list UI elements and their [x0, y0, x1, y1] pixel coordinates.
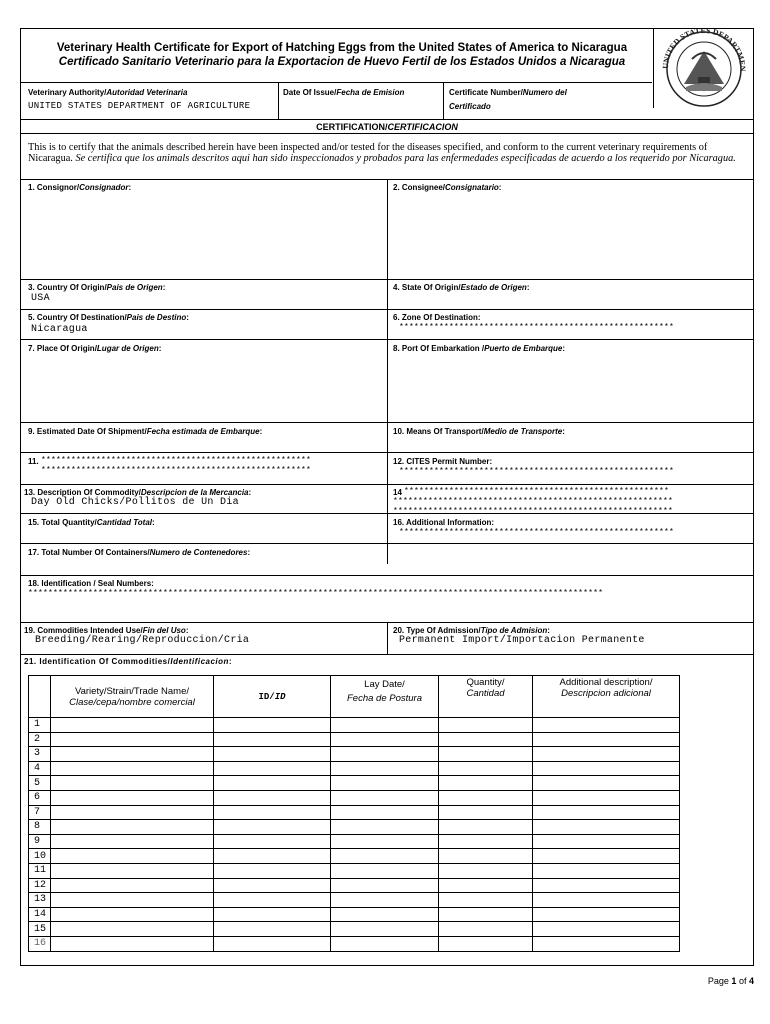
cell-id[interactable]	[214, 907, 331, 922]
row-number: 15	[29, 922, 51, 937]
field-11-value-2[interactable]: ******************************************************	[41, 466, 312, 475]
row-number: 6	[29, 790, 51, 805]
table-row	[29, 936, 680, 951]
cell-lay-date[interactable]	[331, 834, 439, 849]
col-id-header: ID/ID	[214, 676, 331, 718]
table-row	[29, 718, 680, 733]
table-row	[29, 893, 680, 908]
field-14-value-2[interactable]: ********************************************************	[393, 497, 674, 506]
table-row	[29, 747, 680, 762]
cell-variety[interactable]	[51, 820, 214, 835]
field-21-label: 21. Identification Of Commodities/Identificacion:	[24, 657, 233, 666]
cell-variety[interactable]	[51, 747, 214, 762]
cell-quantity[interactable]	[439, 936, 533, 951]
cell-quantity[interactable]	[439, 805, 533, 820]
col-additional-header: Additional description/ Descripcion adicional	[533, 676, 680, 718]
cell-id[interactable]	[214, 732, 331, 747]
cell-id[interactable]	[214, 863, 331, 878]
field-9-label: 9. Estimated Date Of Shipment/Fecha estimada de Embarque:	[28, 427, 263, 436]
cell-quantity[interactable]	[439, 922, 533, 937]
cell-quantity[interactable]	[439, 893, 533, 908]
cell-quantity[interactable]	[439, 790, 533, 805]
row-number: 5	[29, 776, 51, 791]
cell-additional[interactable]	[533, 849, 680, 864]
cell-lay-date[interactable]	[331, 718, 439, 733]
cell-quantity[interactable]	[439, 907, 533, 922]
field-6-label: 6. Zone Of Destination:	[393, 313, 481, 322]
authority-value[interactable]: UNITED STATES DEPARTMENT OF AGRICULTURE	[28, 101, 251, 111]
field-3-label: 3. Country Of Origin/Pais de Origen:	[28, 283, 166, 292]
cell-lay-date[interactable]	[331, 776, 439, 791]
cell-additional[interactable]	[533, 863, 680, 878]
row-number: 8	[29, 820, 51, 835]
date-of-issue-label: Date Of Issue/Fecha de Emision	[283, 88, 405, 97]
cell-quantity[interactable]	[439, 863, 533, 878]
cell-id[interactable]	[214, 820, 331, 835]
certificate-number-label-2: Certificado	[449, 102, 491, 111]
cell-lay-date[interactable]	[331, 922, 439, 937]
cell-id[interactable]	[214, 922, 331, 937]
cell-additional[interactable]	[533, 936, 680, 951]
country-of-origin-value[interactable]: USA	[31, 293, 50, 304]
cell-quantity[interactable]	[439, 878, 533, 893]
field-8-label: 8. Port Of Embarkation /Puerto de Embarque:	[393, 344, 566, 353]
col-quantity-header: Quantity/ Cantidad	[439, 676, 533, 718]
table-row	[29, 834, 680, 849]
intended-use-value[interactable]: Breeding/Rearing/Reproduccion/Cria	[35, 635, 250, 646]
row-number: 12	[29, 878, 51, 893]
field-4-label: 4. State Of Origin/Estado de Origen:	[393, 283, 530, 292]
cell-lay-date[interactable]	[331, 732, 439, 747]
cell-variety[interactable]	[51, 878, 214, 893]
title-english: Veterinary Health Certificate for Export of Hatching Eggs from the United States of America to Nicaragua	[56, 42, 628, 54]
field-17-label: 17. Total Number Of Containers/Numero de Contenedores:	[28, 548, 251, 557]
seal-text: UNITED STATES DEPARTMEN	[660, 29, 748, 72]
field-2-label: 2. Consignee/Consignatario:	[393, 183, 502, 192]
cell-additional[interactable]	[533, 747, 680, 762]
cell-quantity[interactable]	[439, 834, 533, 849]
cell-lay-date[interactable]	[331, 907, 439, 922]
cell-additional[interactable]	[533, 790, 680, 805]
cell-additional[interactable]	[533, 820, 680, 835]
field-13-label: 13. Description Of Commodity/Descripcion de la Mercancia:	[24, 488, 252, 497]
cell-lay-date[interactable]	[331, 936, 439, 951]
cell-variety[interactable]	[51, 936, 214, 951]
cell-id[interactable]	[214, 893, 331, 908]
table-row	[29, 922, 680, 937]
cell-variety[interactable]	[51, 732, 214, 747]
row-number: 2	[29, 732, 51, 747]
cell-lay-date[interactable]	[331, 790, 439, 805]
cell-id[interactable]	[214, 805, 331, 820]
cell-variety[interactable]	[51, 790, 214, 805]
cell-quantity[interactable]	[439, 761, 533, 776]
seal-numbers-value[interactable]: *******************************************************************************************************************	[28, 589, 604, 598]
cell-lay-date[interactable]	[331, 747, 439, 762]
cell-lay-date[interactable]	[331, 805, 439, 820]
certification-text: This is to certify that the animals described herein have been inspected and/or tested for the diseases specified, and conform to the current veterinary requirements of Nicaragua. Se certifica que los animals descritos aqui han sido inspeccionados y probados para las enfermedades especificadas de acuerdo a los requerido por Nicaragua.	[28, 142, 736, 164]
cell-lay-date[interactable]	[331, 863, 439, 878]
field-1-label: 1. Consignor/Consignador:	[28, 183, 132, 192]
cell-additional[interactable]	[533, 907, 680, 922]
field-18-label: 18. Identification / Seal Numbers:	[28, 579, 154, 588]
cell-lay-date[interactable]	[331, 820, 439, 835]
cell-variety[interactable]	[51, 834, 214, 849]
cell-variety[interactable]	[51, 907, 214, 922]
field-20-label: 20. Type Of Admission/Tipo de Admision:	[393, 626, 550, 635]
type-of-admission-value[interactable]: Permanent Import/Importacion Permanente	[399, 635, 645, 646]
cell-variety[interactable]	[51, 849, 214, 864]
field-16-label: 16. Additional Information:	[393, 518, 495, 527]
field-14-value-1[interactable]: *****************************************************	[404, 487, 670, 496]
table-row	[29, 849, 680, 864]
row-number: 10	[29, 849, 51, 864]
field-15-label: 15. Total Quantity/Cantidad Total:	[28, 518, 155, 527]
cell-quantity[interactable]	[439, 849, 533, 864]
cell-lay-date[interactable]	[331, 893, 439, 908]
cell-id[interactable]	[214, 834, 331, 849]
row-number: 11	[29, 863, 51, 878]
cell-lay-date[interactable]	[331, 878, 439, 893]
cell-additional[interactable]	[533, 732, 680, 747]
cell-variety[interactable]	[51, 805, 214, 820]
table-row	[29, 878, 680, 893]
cell-variety[interactable]	[51, 761, 214, 776]
row-number: 16	[29, 936, 51, 951]
certificate-form	[20, 28, 754, 966]
cell-additional[interactable]	[533, 878, 680, 893]
cell-id[interactable]	[214, 849, 331, 864]
cell-id[interactable]	[214, 878, 331, 893]
cell-quantity[interactable]	[439, 747, 533, 762]
cell-lay-date[interactable]	[331, 761, 439, 776]
cell-id[interactable]	[214, 936, 331, 951]
row-number: 14	[29, 907, 51, 922]
commodity-table	[28, 675, 680, 952]
table-row	[29, 761, 680, 776]
cell-additional[interactable]	[533, 718, 680, 733]
cell-additional[interactable]	[533, 776, 680, 791]
cell-variety[interactable]	[51, 776, 214, 791]
certification-heading: CERTIFICATION/CERTIFICACION	[316, 122, 458, 132]
usda-seal-icon	[654, 29, 755, 108]
cites-permit-value[interactable]: *******************************************************	[399, 467, 675, 476]
table-row	[29, 805, 680, 820]
table-row	[29, 732, 680, 747]
field-10-label: 10. Means Of Transport/Medio de Transporte:	[393, 427, 565, 436]
cell-variety[interactable]	[51, 922, 214, 937]
cell-id[interactable]	[214, 790, 331, 805]
field-19-label: 19. Commodities Intended Use/Fin del Uso:	[24, 626, 189, 635]
cell-additional[interactable]	[533, 761, 680, 776]
row-number: 3	[29, 747, 51, 762]
row-number: 4	[29, 761, 51, 776]
cell-variety[interactable]	[51, 863, 214, 878]
field-14-label: 14	[393, 488, 402, 497]
table-row	[29, 820, 680, 835]
field-11-value-1[interactable]: ******************************************************	[41, 456, 312, 465]
cell-id[interactable]	[214, 761, 331, 776]
field-11-label: 11.	[28, 457, 39, 466]
cell-quantity[interactable]	[439, 718, 533, 733]
cell-additional[interactable]	[533, 922, 680, 937]
table-row	[29, 907, 680, 922]
authority-label: Veterinary Authority/Autoridad Veterinaria	[28, 88, 188, 97]
row-number: 9	[29, 834, 51, 849]
cell-variety[interactable]	[51, 718, 214, 733]
cell-quantity[interactable]	[439, 732, 533, 747]
additional-information-value[interactable]: *******************************************************	[399, 528, 675, 537]
table-row	[29, 776, 680, 791]
seal-box	[653, 29, 754, 108]
row-number: 1	[29, 718, 51, 733]
cell-id[interactable]	[214, 776, 331, 791]
row-number: 13	[29, 893, 51, 908]
country-of-destination-value[interactable]: Nicaragua	[31, 324, 88, 335]
field-14-value-3[interactable]: ********************************************************	[393, 507, 674, 516]
col-lay-date-header: Lay Date/ Fecha de Postura	[331, 676, 439, 718]
field-5-label: 5. Country Of Destination/Pais de Destino:	[28, 313, 189, 322]
cell-additional[interactable]	[533, 805, 680, 820]
cell-additional[interactable]	[533, 834, 680, 849]
cell-id[interactable]	[214, 718, 331, 733]
page-number: Page 1 of 4	[707, 976, 754, 986]
title-spanish: Certificado Sanitario Veterinario para la Exportacion de Huevo Fertil de los Estados Unidos a Nicaragua	[58, 56, 626, 68]
cell-lay-date[interactable]	[331, 849, 439, 864]
col-variety-header: Variety/Strain/Trade Name/ Clase/cepa/nombre comercial	[51, 676, 214, 718]
field-7-label: 7. Place Of Origin/Lugar de Origen:	[28, 344, 162, 353]
cell-additional[interactable]	[533, 893, 680, 908]
commodity-description-value[interactable]: Day Old Chicks/Pollitos de Un Dia	[31, 497, 239, 508]
table-row	[29, 790, 680, 805]
table-row	[29, 863, 680, 878]
cell-quantity[interactable]	[439, 820, 533, 835]
cell-id[interactable]	[214, 747, 331, 762]
zone-of-destination-value[interactable]: *******************************************************	[399, 323, 675, 332]
cell-variety[interactable]	[51, 893, 214, 908]
commodity-table-header	[29, 676, 680, 718]
certificate-number-label: Certificate Number/Numero del	[449, 88, 567, 97]
field-12-label: 12. CITES Permit Number:	[393, 457, 493, 466]
cell-quantity[interactable]	[439, 776, 533, 791]
row-number: 7	[29, 805, 51, 820]
